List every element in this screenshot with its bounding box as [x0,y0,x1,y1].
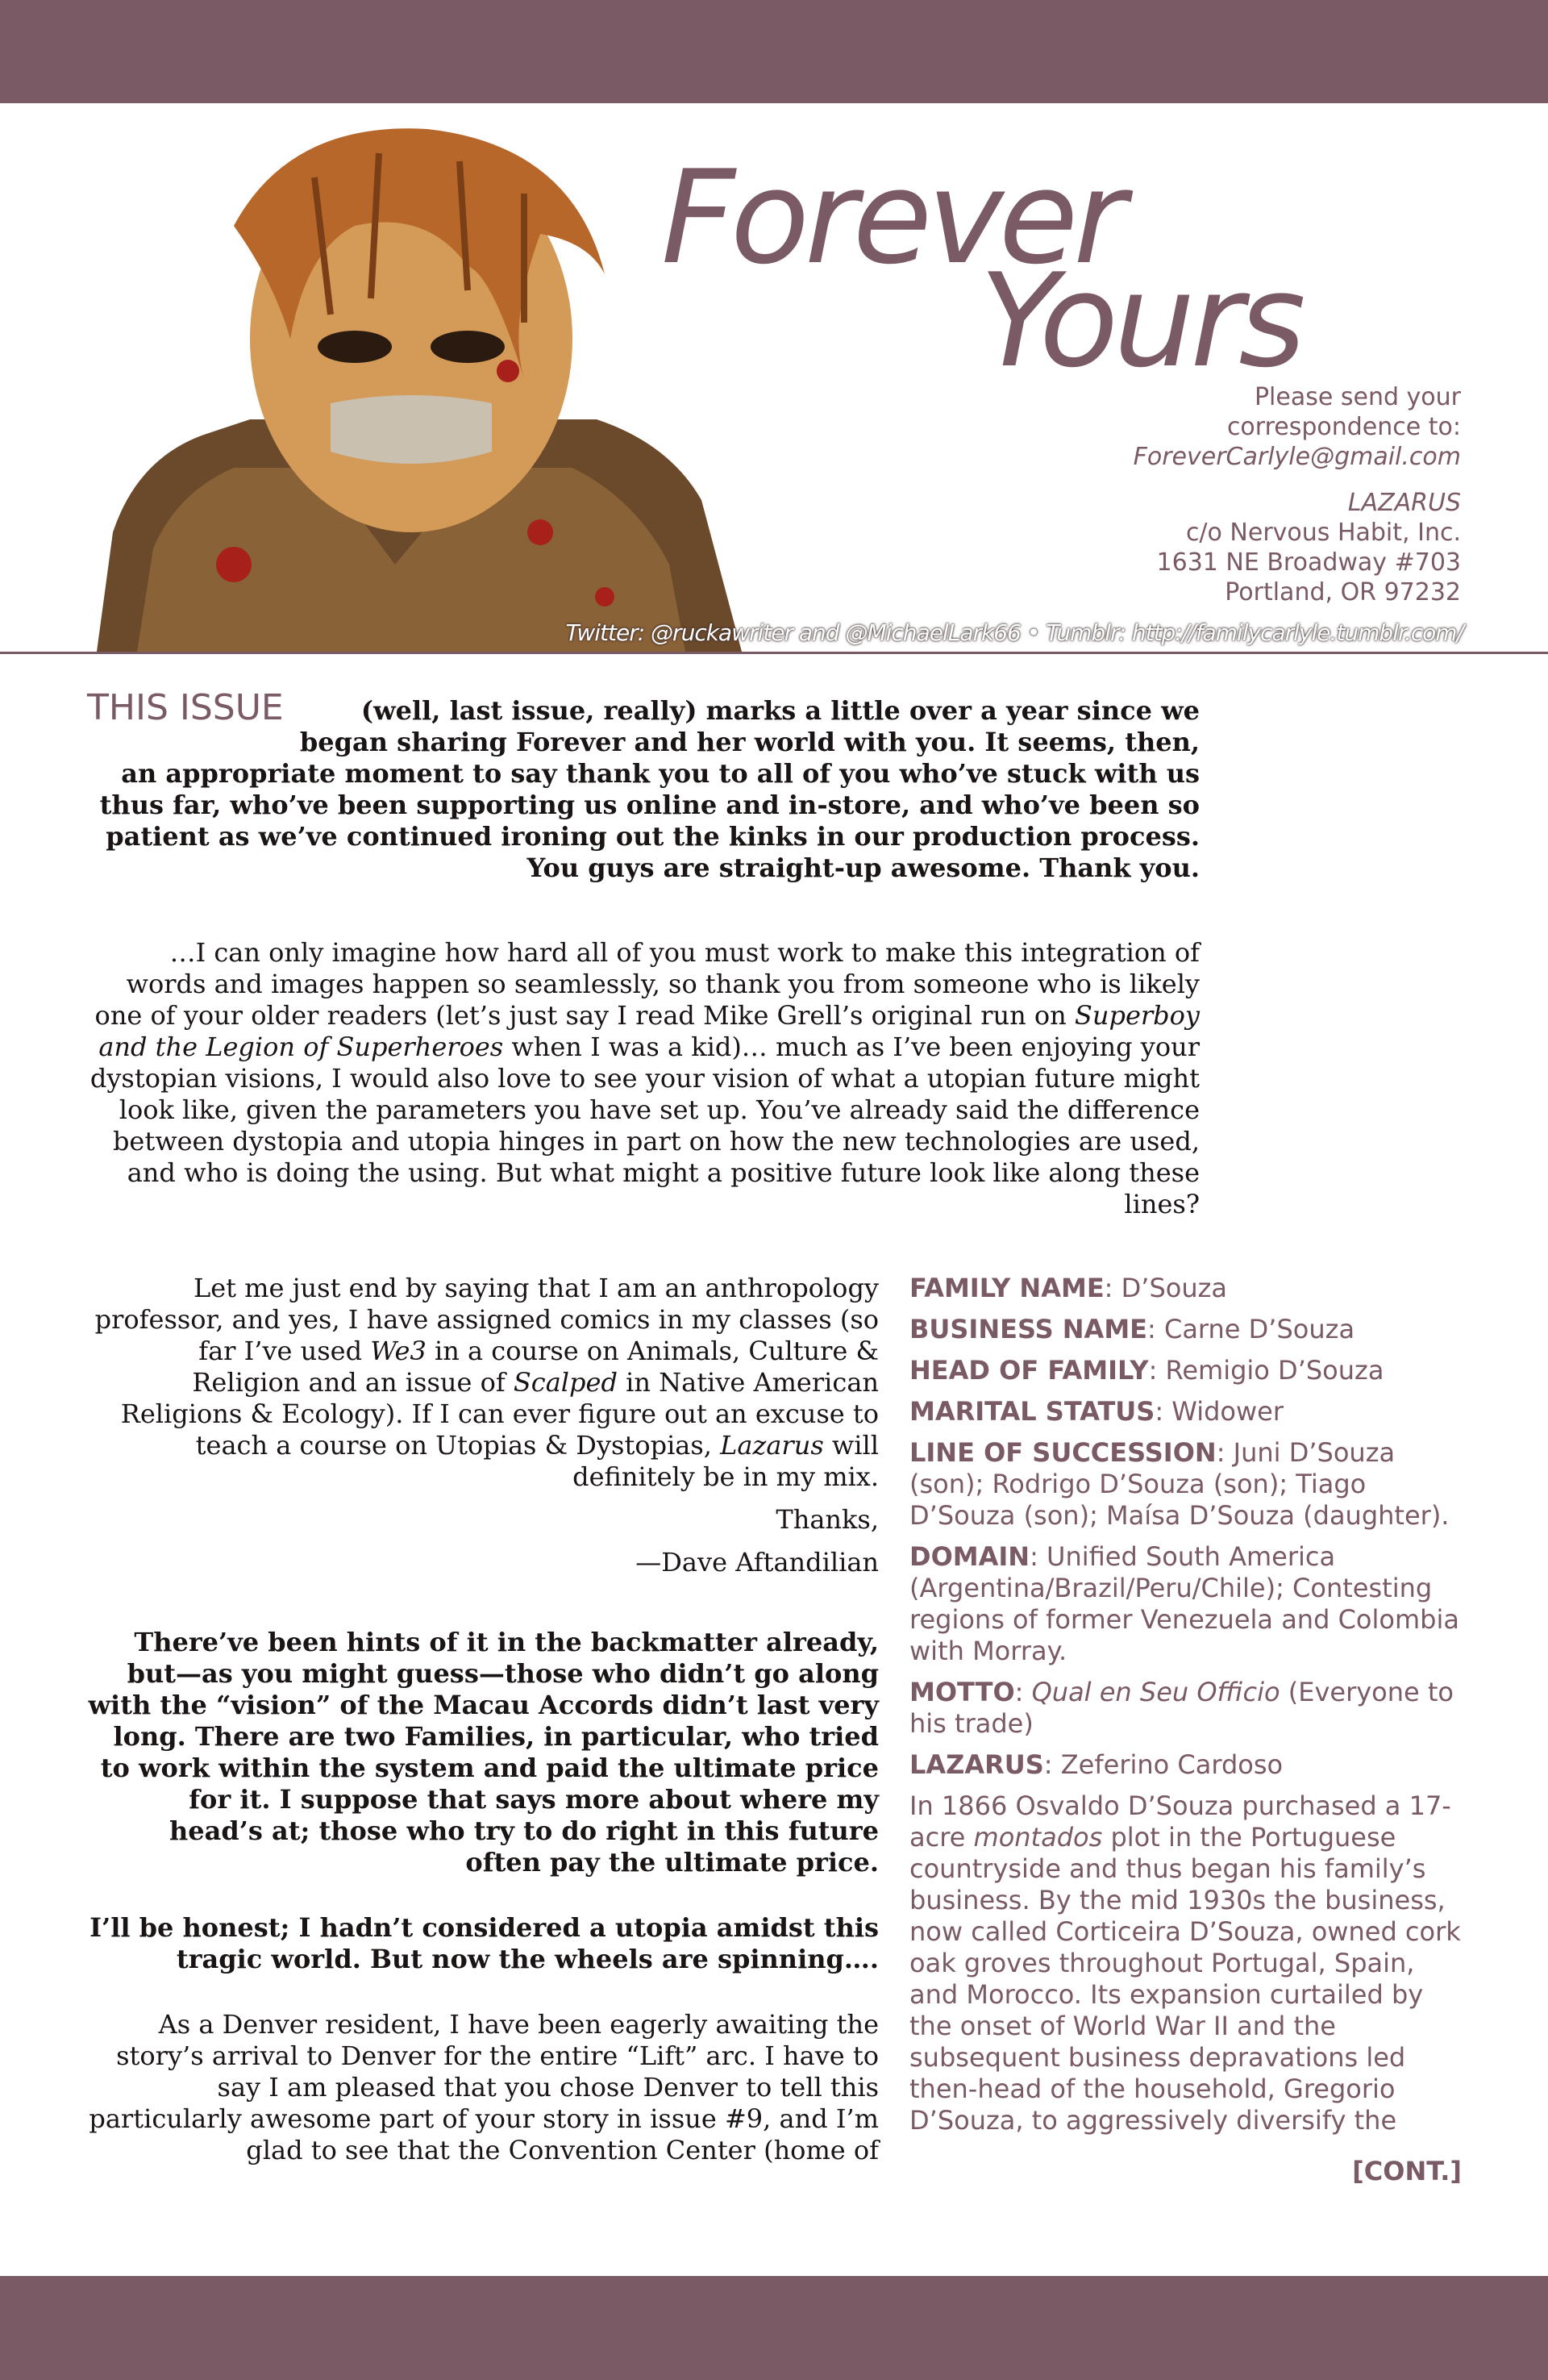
email-link[interactable]: ForeverCarlyle@gmail.com [1133,443,1461,471]
letter-2-paragraph: As a Denver resident, I have been eagerly awaiting the story’s arrival to Denver for the entire “Lift” arc. I have to say I am pleased that you chose Denver to tell this particularly awesome part of your story in issue #9, and I’m glad to see that the Convention Center (home of [89,2009,879,2165]
book-title: Superboy and the Legion of Superheroes [98,1000,1200,1062]
header-divider [0,652,1548,654]
send-line-2: correspondence to: [1226,413,1461,441]
left-column [87,1273,879,2166]
line-of-succession-entry: LINE OF SUCCESSION: Juni D’Souza (son); Rodrigo D’Souza (son); Tiago D’Souza (son); Maísa D’Souza (daughter). [909,1437,1450,1531]
motto-entry: MOTTO: Qual en Seu Officio (Everyone to his trade) [909,1677,1454,1739]
lazarus-entry: LAZARUS: Zeferino Cardoso [909,1749,1284,1780]
address-line-3: Portland, OR 97232 [1225,578,1461,606]
social-links[interactable]: Twitter: @ruckawriter and @MichaelLark66 • Tumblr: http://familycarlyle.tumblr.com/ [565,619,1463,646]
title-yours: Yours [980,245,1301,396]
send-line-1: Please send your [1254,383,1461,411]
letter-text: when I was a kid)… much as I’ve been enjoying your dystopian visions, I would also love to see your vision of what a utopian future might look like, given the parameters you have set up. You’ve already said the difference between dystopia and utopia hinges in part on how the new technologies are used, and who is doing the using. But what might a positive future look like along these lines? [89,1032,1200,1219]
intro-paragraph [87,687,1200,884]
family-name-entry: FAMILY NAME: D’Souza [909,1273,1228,1303]
reply-paragraph-1: There’ve been hints of it in the backmatter already, but—as you might guess—those who didn’t go along with the “vision” of the Macau Accords didn’t last very long. There are two Families, in particular, who tried to work within the system and paid the ultimate price for it. I suppose that says more about where my head’s at; those who try to do right in this future often pay the ultimate price. [88,1627,879,1878]
address-line-1: c/o Nervous Habit, Inc. [1185,519,1461,547]
marital-status-entry: MARITAL STATUS: Widower [909,1396,1284,1427]
intro-text: (well, last issue, really) marks a little over a year since we began sharing Forever and her world with you. It seems, then, an appropriate moment to say thank you to all of you who’ve stuck with us thus far, who’ve been supporting us online and in-store, and who’ve been so patient as we’ve continued ironing out the kinks in our production process. You guys are straight-up awesome. Thank you. [99,695,1200,883]
bottom-band [0,2276,1548,2380]
family-history: In 1866 Osvaldo D’Souza purchased a 17-acre montados plot in the Portuguese countryside and thus began his family’s business. By the mid 1930s the business, now called Corticeira D’Souza, owned cork oak groves throughout Portugal, Spain, and Morocco. Its expansion curtailed by the onset of World War II and the subsequent business depravations led then-head of the household, Gregorio D’Souza, to aggressively diversify the [909,1790,1461,2136]
portrait-illustration [89,113,758,652]
company-name: LAZARUS [1347,489,1461,517]
letter-thanks: Thanks, [776,1504,879,1535]
address-line-2: 1631 NE Broadway #703 [1156,548,1461,577]
letter-text: …I can only imagine how hard all of you must work to make this integration of words and images happen so seamlessly, so thank you from someone who is likely one of your older readers (let’s just say I read Mike Grell’s original run on [94,937,1200,1031]
title-forever: Forever [661,142,1122,293]
domain-entry: DOMAIN: Unified South America (Argentina/Brazil/Peru/Chile); Contesting regions of former Venezuela and Colombia with Morray. [909,1541,1459,1666]
correspondence-address [1134,382,1461,607]
head-of-family-entry: HEAD OF FAMILY: Remigio D’Souza [909,1355,1384,1386]
business-name-entry: BUSINESS NAME: Carne D’Souza [909,1314,1355,1344]
top-band [0,0,1548,103]
continued-marker: [CONT.] [1352,2156,1462,2186]
letter-signature: —Dave Aftandilian [635,1547,879,1578]
letter-paragraph-2: Let me just end by saying that I am an anthropology professor, and yes, I have assigned comics in my classes (so far I’ve used We3 in a course on Animals, Culture & Religion and an issue of Scalped in Native American Religions & Ecology). If I can ever figure out an excuse to teach a course on Utopias & Dystopias, Lazarus will definitely be in my mix. [94,1273,879,1492]
letter-paragraph-1 [87,937,1200,1220]
family-profile-sidebar [909,1273,1462,2197]
reply-paragraph-2: I’ll be honest; I hadn’t considered a utopia amidst this tragic world. But now the wheels are spinning…. [89,1912,879,1974]
this-issue-heading: THIS ISSUE [87,687,284,728]
